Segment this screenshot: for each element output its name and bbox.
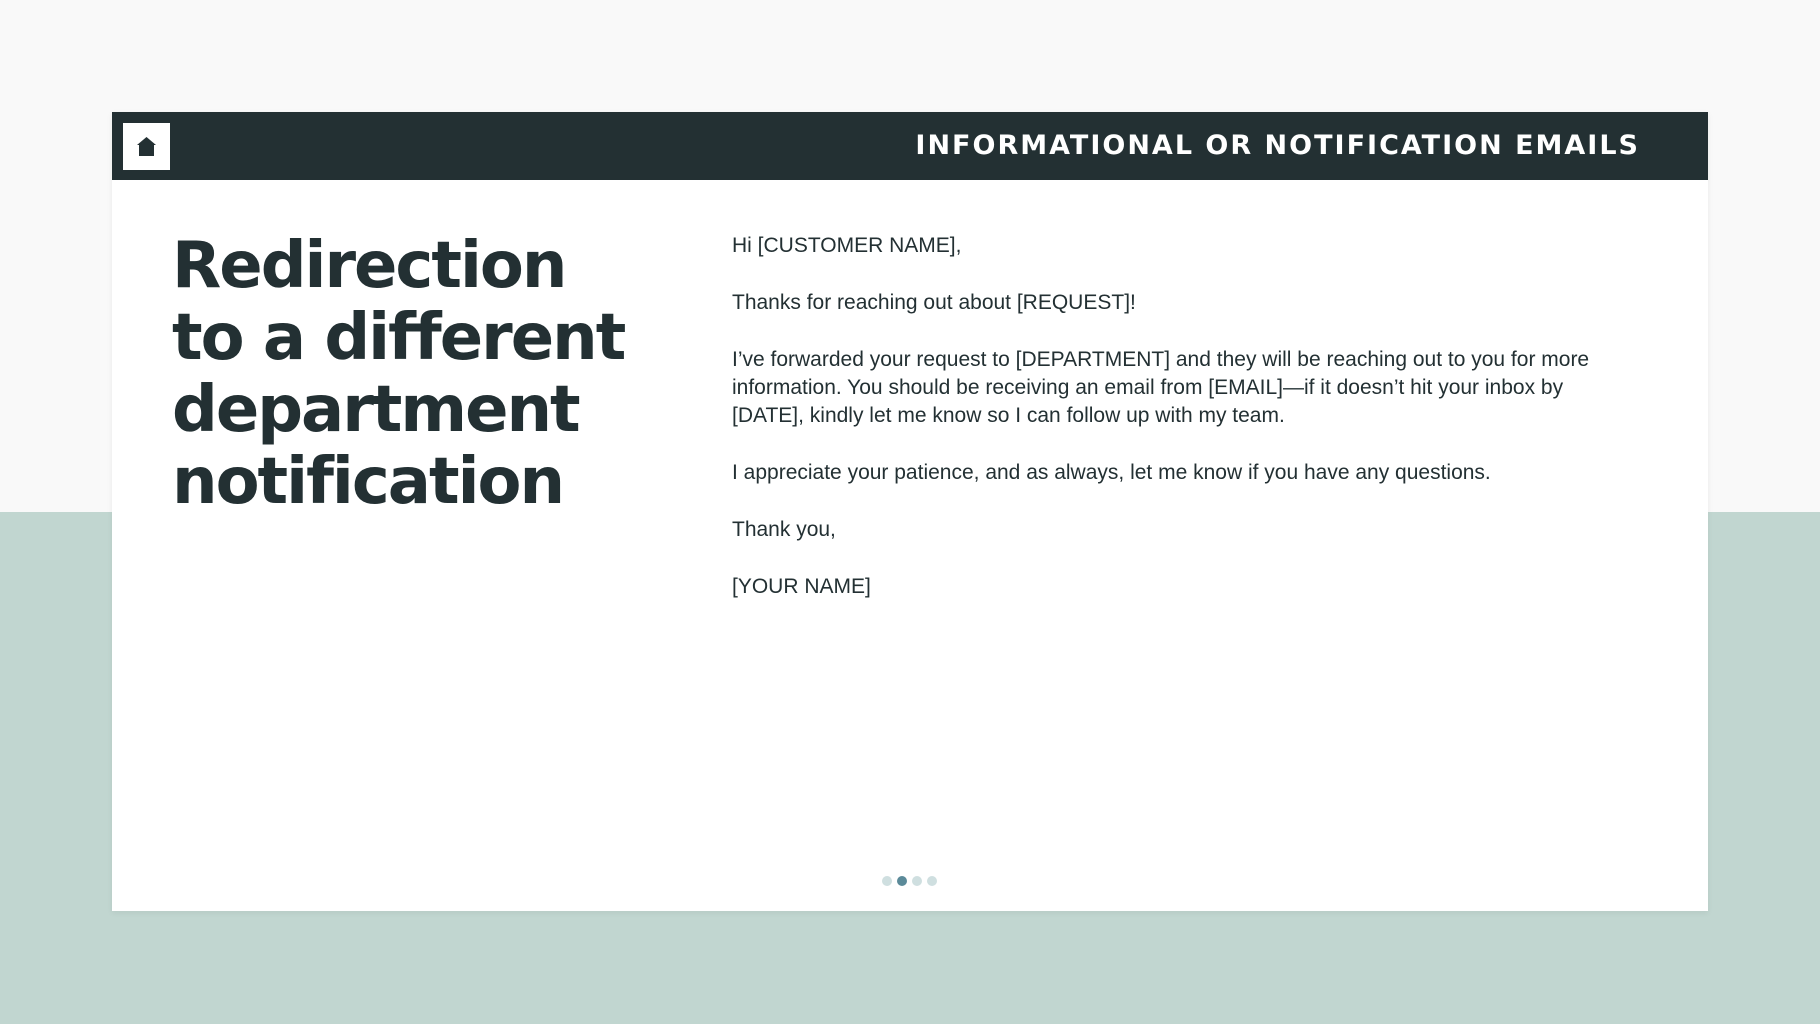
- email-greeting: Hi [CUSTOMER NAME],: [732, 234, 962, 257]
- slide-card: [112, 112, 1708, 911]
- page-title: [172, 230, 692, 518]
- email-body-paragraph: I’ve forwarded your request to [DEPARTMENT] and they will be reaching out to you for more information. You should be receiving an email from [EMAIL]—if it doesn’t hit your inbox by [DATE], kindly let me know so I can follow up with my team.: [732, 348, 1590, 427]
- email-appreciation: I appreciate your patience, and as always, let me know if you have any questions.: [732, 461, 1491, 484]
- pager-dot[interactable]: [882, 876, 892, 886]
- section-title: INFORMATIONAL OR NOTIFICATION EMAILS: [915, 130, 1640, 161]
- page-title-line: to a different: [172, 301, 625, 375]
- email-signoff: Thank you,: [732, 518, 836, 541]
- email-thanks: Thanks for reaching out about [REQUEST]!: [732, 291, 1136, 314]
- email-signature: [YOUR NAME]: [732, 575, 871, 598]
- pager-dot[interactable]: [927, 876, 937, 886]
- header-bar: [112, 112, 1708, 180]
- page-title-line: Redirection: [172, 229, 566, 303]
- slide-pager: [882, 875, 937, 887]
- home-icon: [136, 136, 157, 157]
- page-title-line: department: [172, 373, 579, 447]
- email-template: [732, 232, 1632, 630]
- home-button[interactable]: [123, 123, 170, 170]
- pager-dot[interactable]: [912, 876, 922, 886]
- pager-dot-active[interactable]: [897, 876, 907, 886]
- page-title-line: notification: [172, 445, 564, 519]
